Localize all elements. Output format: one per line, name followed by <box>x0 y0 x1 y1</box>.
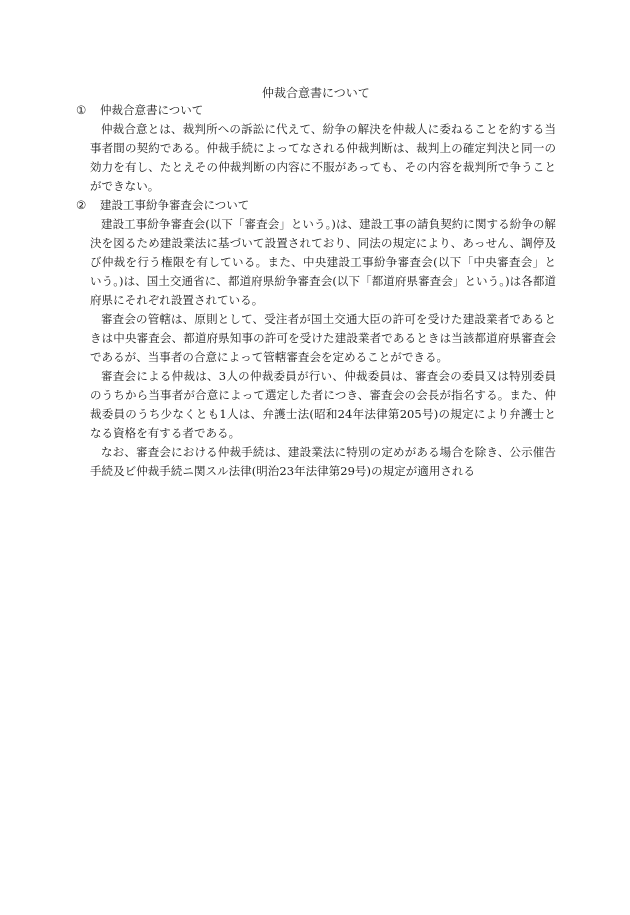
paragraph: 仲裁合意とは、裁判所への訴訟に代えて、紛争の解決を仲裁人に委ねることを約する当事者間の契約である。仲裁手続によってなされる仲裁判断は、裁判上の確定判決と同一の効力を有し、たとえその仲裁判断の内容に不服があっても、その内容を裁判所で争うことができない。 <box>90 122 556 193</box>
paragraph: 建設工事紛争審査会(以下「審査会」という。)は、建設工事の請負契約に関する紛争の解決を図るため建設業法に基づいて設置されており、同法の規定により、あっせん、調停及び仲裁を行う権限を有している。また、中央建設工事紛争審査会(以下「中央審査会」という。)は、国土交通省に、都道府県紛争審査会(以下「都道府県審査会」という。)は各都道府県にそれぞれ設置されている。 <box>90 217 556 307</box>
section-heading <box>76 196 556 215</box>
section-title: 建設工事紛争審査会について <box>100 198 250 212</box>
section-dispute-committee <box>76 196 556 481</box>
section-arbitration-agreement <box>76 101 556 196</box>
paragraph: なお、審査会における仲裁手続は、建設業法に特別の定めがある場合を除き、公示催告手続及ビ仲裁手続ニ関スル法律(明治23年法律第29号)の規定が適用される <box>90 445 556 478</box>
section-number: ① <box>76 103 87 117</box>
section-title: 仲裁合意書について <box>100 103 204 117</box>
paragraph: 審査会の管轄は、原則として、受注者が国土交通大臣の許可を受けた建設業者であるときは中央審査会、都道府県知事の許可を受けた建設業者であるときは当該都道府県審査会であるが、当事者の合意によって管轄審査会を定めることができる。 <box>90 312 556 364</box>
document-title: 仲裁合意書について <box>262 86 370 100</box>
section-heading <box>76 101 556 120</box>
section-number: ② <box>76 198 87 212</box>
paragraph: 審査会による仲裁は、3人の仲裁委員が行い、仲裁委員は、審査会の委員又は特別委員のうちから当事者が合意によって選定した者につき、審査会の会長が指名する。また、仲裁委員のうち少なくとも1人は、弁護士法(昭和24年法律第205号)の規定により弁護士となる資格を有する者である。 <box>90 369 556 440</box>
